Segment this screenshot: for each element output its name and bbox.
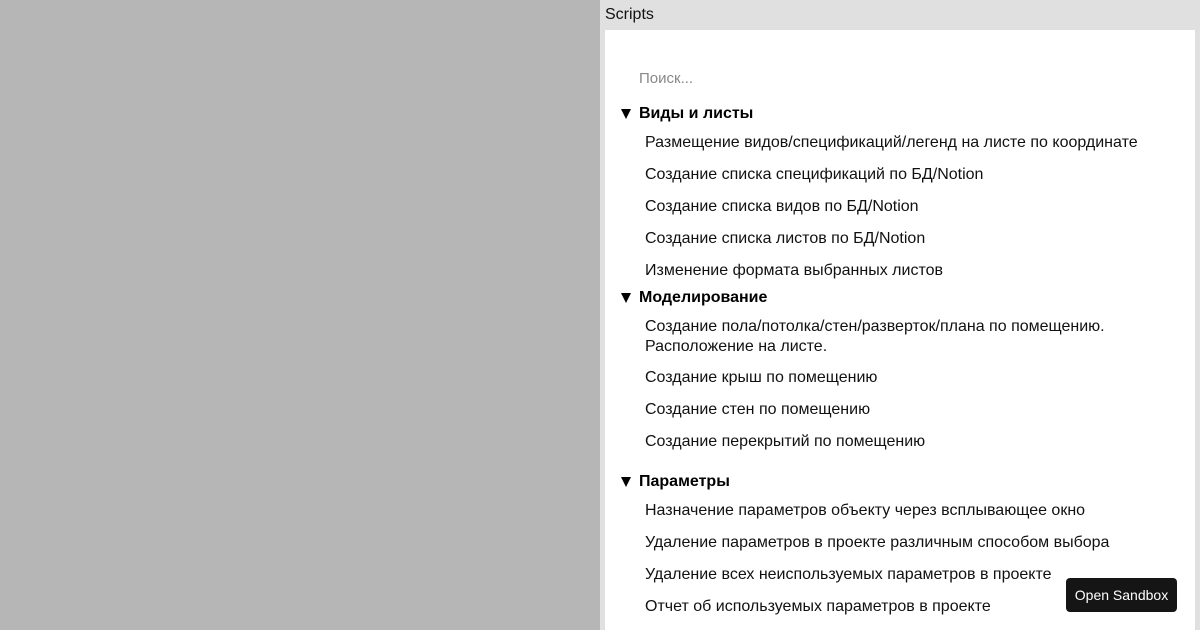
section-header-parameters[interactable]: [619, 472, 1179, 492]
section-views-sheets: [619, 104, 1179, 124]
expand-triangle-icon: [621, 477, 631, 487]
script-item[interactable]: Отчет об используемых параметров в проекте: [645, 598, 991, 615]
panel-title: Scripts: [605, 6, 654, 23]
script-item[interactable]: Удаление параметров в проекте различным способом выбора: [645, 534, 1110, 551]
open-sandbox-button[interactable]: Open Sandbox: [1066, 578, 1177, 612]
section-title: Виды и листы: [639, 105, 754, 122]
script-item[interactable]: Создание перекрытий по помещению: [645, 433, 926, 450]
expand-triangle-icon: [621, 109, 631, 119]
search-input[interactable]: [633, 66, 1045, 90]
script-item[interactable]: Удаление всех неиспользуемых параметров в проекте: [645, 566, 1052, 583]
script-item[interactable]: Создание списка спецификаций по БД/Notion: [645, 166, 984, 183]
scripts-list: [605, 30, 1195, 630]
section-header-views-sheets[interactable]: [619, 104, 1179, 124]
section-header-modeling[interactable]: [619, 288, 1179, 308]
expand-triangle-icon: [621, 293, 631, 303]
section-title: Параметры: [639, 473, 730, 490]
script-item[interactable]: Изменение формата выбранных листов: [645, 262, 943, 279]
script-item[interactable]: Создание списка видов по БД/Notion: [645, 198, 919, 215]
section-modeling: [619, 288, 1179, 308]
script-item[interactable]: Создание списка листов по БД/Notion: [645, 230, 926, 247]
section-title: Моделирование: [639, 289, 768, 306]
script-item[interactable]: Создание крыш по помещению: [645, 369, 878, 386]
script-item[interactable]: Создание стен по помещению: [645, 401, 871, 418]
section-parameters: [619, 472, 1179, 492]
scripts-panel: [600, 0, 1200, 630]
script-item[interactable]: Размещение видов/спецификаций/легенд на листе по координате: [645, 134, 1138, 151]
script-item[interactable]: Назначение параметров объекту через всплывающее окно: [645, 502, 1086, 519]
script-item[interactable]: Создание пола/потолка/стен/разверток/плана по помещению. Расположение на листе.: [645, 318, 1105, 355]
